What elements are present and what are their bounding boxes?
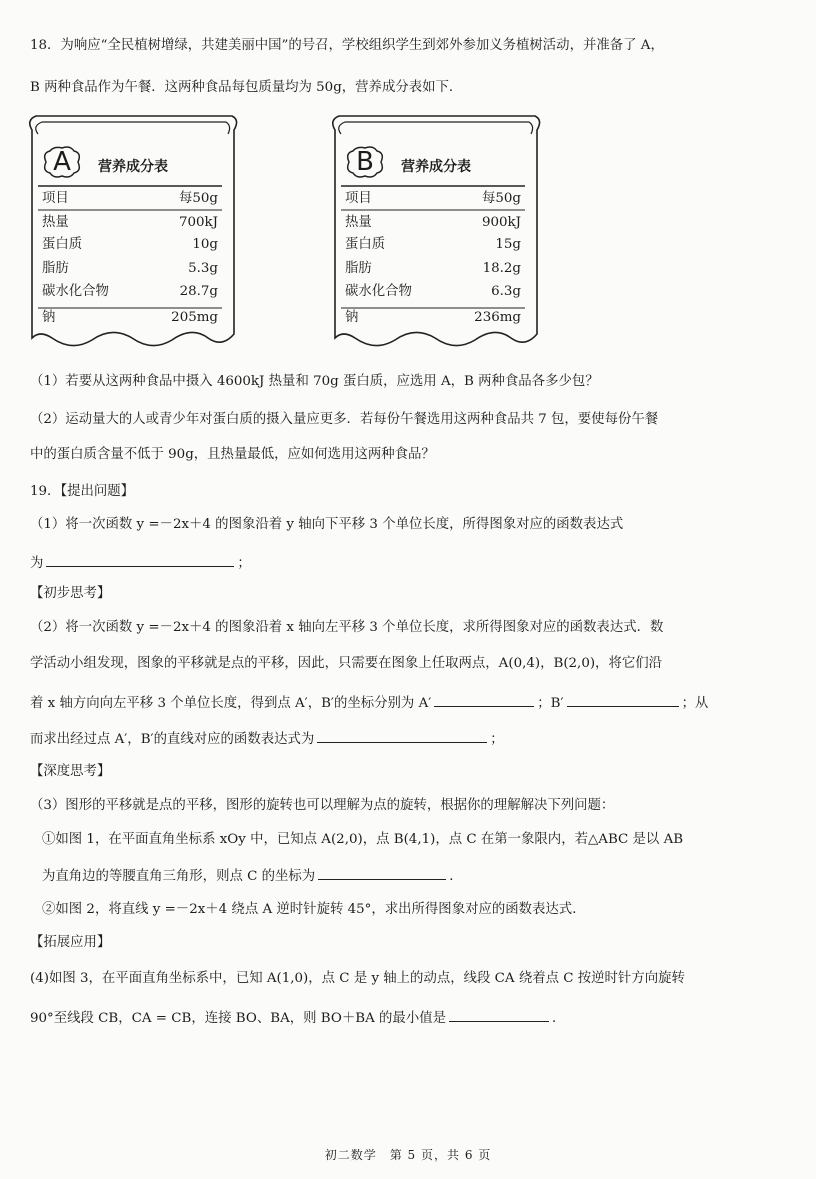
q19-part-2-line-1: （2）将一次函数 y =－2x＋4 的图象沿着 x 轴向左平移 3 个单位长度，求所得图象对应的函数表达式．数 [30,620,664,635]
q18-part-2-line-2: 中的蛋白质含量不低于 90g，且热量最低，应如何选用这两种食品？ [30,447,435,462]
answer-blank-point-c[interactable] [318,865,446,880]
nutrition-card-b [325,112,547,352]
q19-part-4-line-1: (4)如图 3，在平面直角坐标系中，已知 A(1,0)，点 C 是 y 轴上的动点，线段 CA 绕着点 C 按逆时针方向旋转 [30,971,685,986]
q19-part-3-1-line-2: 为直角边的等腰直角三角形，则点 C 的坐标为 ． [42,865,463,887]
answer-blank-a-prime[interactable] [434,692,534,707]
q19-part-1-line-2: 为 ； [30,552,251,574]
q19-part-2-line-3: 着 x 轴方向向左平移 3 个单位长度，得到点 A′，B′的坐标分别为 A′ ；B′ ；从 [30,692,708,714]
answer-blank-line-expr[interactable] [317,728,487,743]
answer-blank-min-value[interactable] [449,1007,549,1022]
card-b-row: 碳水化合物 6.3g [345,284,521,299]
card-b-row: 脂肪 18.2g [345,261,521,276]
q19-title: 19．【提出问题】 [30,484,135,499]
q19-part-1-line-1: （1）将一次函数 y =－2x＋4 的图象沿着 y 轴向下平移 3 个单位长度，所得图象对应的函数表达式 [30,517,624,532]
card-b-row: 项目 每50g [345,191,521,206]
q19-section-deep: 【深度思考】 [30,764,111,779]
page-footer: 初二数学 第 5 页，共 6 页 [324,1148,492,1162]
q19-part-3-1-line-1: ①如图 1，在平面直角坐标系 xOy 中，已知点 A(2,0)，点 B(4,1)，点 C 在第一象限内，若△ABC 是以 AB [42,832,684,847]
card-b-row: 钠 236mg [345,310,521,325]
nutrition-card-a [22,112,244,352]
badge-b-letter: B [356,147,374,177]
q19-section-extend: 【拓展应用】 [30,935,111,950]
card-b-row: 蛋白质 15g [345,237,521,252]
card-a-row: 项目 每50g [42,191,218,206]
card-a-row: 钠 205mg [42,310,218,325]
card-b-row: 热量 900kJ [345,215,521,230]
card-b-heading: 营养成分表 [401,159,471,175]
badge-a-letter: A [53,147,71,177]
card-a-row: 热量 700kJ [42,215,218,230]
badge-a-icon [40,145,84,179]
q18-line-2: B 两种食品作为午餐．这两种食品每包质量均为 50g，营养成分表如下． [30,80,463,95]
answer-blank-1[interactable] [46,552,234,567]
q19-part-3-intro: （3）图形的平移就是点的平移，图形的旋转也可以理解为点的旋转，根据你的理解解决下列问题： [30,798,615,813]
q18-part-2-line-1: （2）运动量大的人或青少年对蛋白质的摄入量应更多．若每份午餐选用这两种食品共 7 包，要使每份午餐 [30,412,659,427]
q19-part-3-2: ②如图 2，将直线 y =－2x＋4 绕点 A 逆时针旋转 45°，求出所得图象对应的函数表达式． [42,902,586,917]
q19-section-initial: 【初步思考】 [30,586,111,601]
card-a-row: 脂肪 5.3g [42,261,218,276]
q19-part-4-line-2: 90°至线段 CB，CA = CB，连接 BO、BA，则 BO＋BA 的最小值是 ． [30,1007,565,1029]
badge-b-icon [343,145,387,179]
card-a-row: 蛋白质 10g [42,237,218,252]
q19-part-2-line-2: 学活动小组发现，图象的平移就是点的平移，因此，只需要在图象上任取两点，A(0,4)，B(2,0)，将它们沿 [30,656,663,671]
answer-blank-b-prime[interactable] [567,692,679,707]
card-a-heading: 营养成分表 [98,159,168,175]
card-a-row: 碳水化合物 28.7g [42,284,218,299]
q19-part-2-line-4: 而求出经过点 A′，B′的直线对应的函数表达式为 ； [30,728,504,750]
q18-part-1: （1）若要从这两种食品中摄入 4600kJ 热量和 70g 蛋白质，应选用 A，B 两种食品各多少包？ [30,374,599,389]
q18-line-1: 18．为响应“全民植树增绿，共建美丽中国”的号召，学校组织学生到郊外参加义务植树活动，并准备了 A， [30,38,664,53]
